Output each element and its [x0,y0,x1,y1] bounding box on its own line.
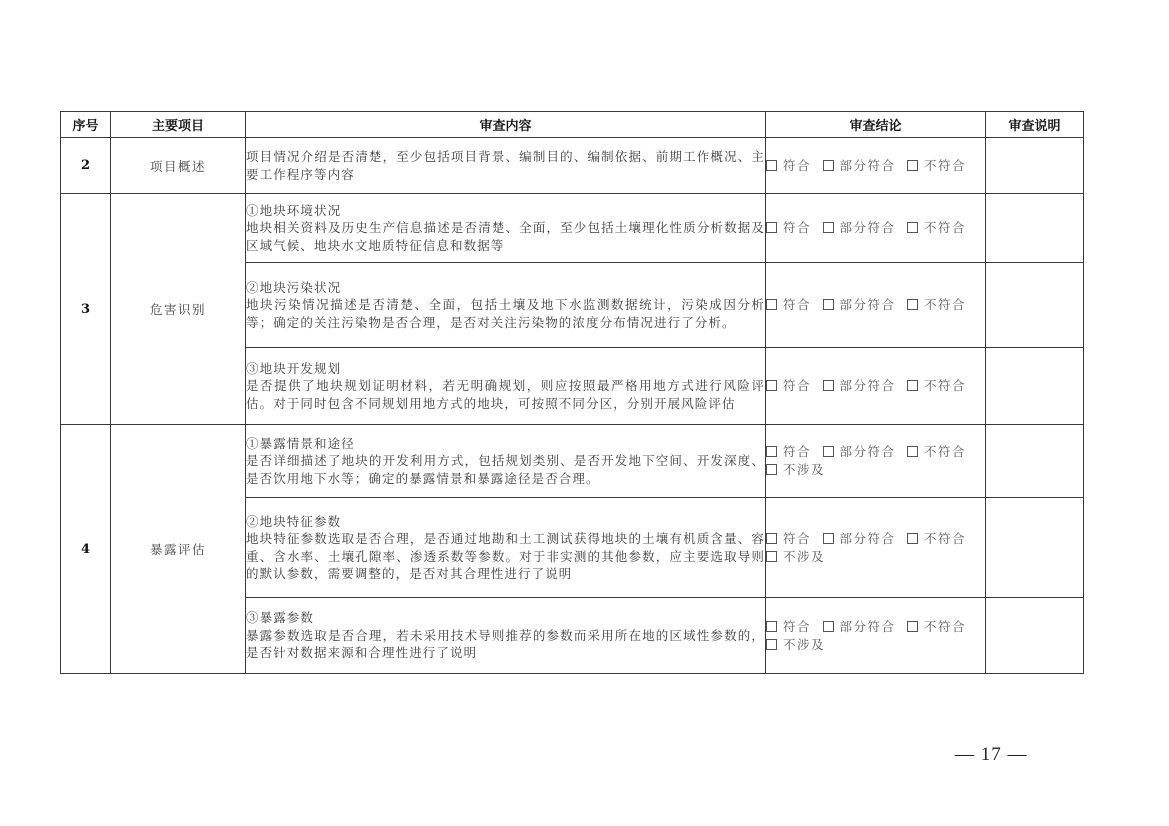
checkbox-icon[interactable] [907,222,918,233]
option-partial[interactable]: 部分符合 [823,444,902,459]
main-item: 暴露评估 [111,425,246,674]
option-noncomply[interactable]: 不符合 [907,619,972,634]
checkbox-icon[interactable] [766,446,777,457]
checkbox-icon[interactable] [766,533,777,544]
row-number: 3 [61,194,111,425]
review-checklist-table [60,111,1084,674]
checkbox-icon[interactable] [907,160,918,171]
checkbox-icon[interactable] [766,299,777,310]
checkbox-icon[interactable] [907,299,918,310]
option-partial[interactable]: 部分符合 [823,619,902,634]
review-conclusion [766,263,986,348]
option-comply[interactable]: 符合 [766,158,817,173]
review-note-cell[interactable] [986,138,1084,194]
review-conclusion [766,348,986,425]
checkbox-icon[interactable] [823,380,834,391]
content-title: ③地块开发规划 [246,360,342,376]
checkbox-icon[interactable] [766,639,777,650]
option-noncomply[interactable]: 不符合 [907,531,972,546]
header-number: 序号 [61,112,111,138]
option-comply[interactable]: 符合 [766,297,817,312]
review-conclusion [766,425,986,498]
content-text: 地块相关资料及历史生产信息描述是否清楚、全面，至少包括土壤理化性质分析数据及区域气候、地块水文地质特征信息和数据等 [246,220,765,253]
header-main-item: 主要项目 [111,112,246,138]
page-number: — 17 — [955,744,1028,765]
checkbox-icon[interactable] [823,160,834,171]
table-row [61,194,1084,263]
review-note-cell[interactable] [986,598,1084,674]
header-review-conclusion: 审查结论 [766,112,986,138]
header-review-content: 审查内容 [246,112,766,138]
content-title: ③暴露参数 [246,610,315,626]
checkbox-icon[interactable] [823,621,834,632]
option-partial[interactable]: 部分符合 [823,158,902,173]
option-not-applicable[interactable]: 不涉及 [766,637,831,652]
review-content [246,498,766,598]
content-text: 暴露参数选取是否合理，若未采用技术导则推荐的参数而采用所在地的区域性参数的，是否针对数据来源和合理性进行了说明 [246,627,765,661]
main-item: 危害识别 [111,194,246,425]
option-comply[interactable]: 符合 [766,220,817,235]
review-content [246,348,766,425]
review-note-cell[interactable] [986,194,1084,263]
content-text: 地块污染情况描述是否清楚、全面，包括土壤及地下水监测数据统计，污染成因分析等；确定的关注污染物是否合理，是否对关注污染物的浓度分布情况进行了分析。 [246,297,765,330]
content-title: ①暴露情景和途径 [246,435,355,451]
checkbox-icon[interactable] [823,222,834,233]
table-row [61,425,1084,498]
checkbox-icon[interactable] [823,533,834,544]
main-item: 项目概述 [111,138,246,194]
review-conclusion [766,194,986,263]
review-content [246,425,766,498]
option-comply[interactable]: 符合 [766,378,817,393]
option-noncomply[interactable]: 不符合 [907,158,972,173]
option-partial[interactable]: 部分符合 [823,531,902,546]
option-partial[interactable]: 部分符合 [823,378,902,393]
option-noncomply[interactable]: 不符合 [907,297,972,312]
checkbox-icon[interactable] [766,551,777,562]
review-conclusion [766,598,986,674]
option-partial[interactable]: 部分符合 [823,297,902,312]
checkbox-icon[interactable] [766,160,777,171]
option-noncomply[interactable]: 不符合 [907,444,972,459]
checkbox-icon[interactable] [907,446,918,457]
review-content [246,598,766,674]
review-conclusion [766,498,986,598]
table-header-row [61,112,1084,138]
content-text: 项目情况介绍是否清楚，至少包括项目背景、编制目的、编制依据、前期工作概况、主要工作程序等内容 [246,149,765,182]
content-text: 地块特征参数选取是否合理，是否通过地勘和土工测试获得地块的土壤有机质含量、容重、含水率、土壤孔隙率、渗透系数等参数。对于非实测的其他参数，应主要选取导则的默认参数，需要调整的，是否对其合理性进行了说明 [246,531,765,581]
option-comply[interactable]: 符合 [766,619,817,634]
review-note-cell[interactable] [986,425,1084,498]
content-text: 是否提供了地块规划证明材料，若无明确规划，则应按照最严格用地方式进行风险评估。对于同时包含不同规划用地方式的地块，可按照不同分区，分别开展风险评估 [246,378,765,411]
header-review-note: 审查说明 [986,112,1084,138]
option-not-applicable[interactable]: 不涉及 [766,549,831,564]
table-row [61,138,1084,194]
review-content [246,263,766,348]
review-note-cell[interactable] [986,498,1084,598]
checkbox-icon[interactable] [766,464,777,475]
checkbox-icon[interactable] [766,621,777,632]
option-noncomply[interactable]: 不符合 [907,220,972,235]
checkbox-icon[interactable] [823,446,834,457]
content-text: 是否详细描述了地块的开发利用方式，包括规划类别、是否开发地下空间、开发深度、是否饮用地下水等；确定的暴露情景和暴露途径是否合理。 [246,453,765,486]
checkbox-icon[interactable] [823,299,834,310]
checkbox-icon[interactable] [907,621,918,632]
option-not-applicable[interactable]: 不涉及 [766,462,831,477]
row-number: 2 [61,138,111,194]
checkbox-icon[interactable] [907,380,918,391]
option-partial[interactable]: 部分符合 [823,220,902,235]
checkbox-icon[interactable] [766,222,777,233]
review-conclusion [766,138,986,194]
option-noncomply[interactable]: 不符合 [907,378,972,393]
checkbox-icon[interactable] [766,380,777,391]
content-title: ①地块环境状况 [246,202,342,218]
checkbox-icon[interactable] [907,533,918,544]
content-title: ②地块特征参数 [246,513,342,529]
review-content [246,194,766,263]
review-note-cell[interactable] [986,263,1084,348]
row-number: 4 [61,425,111,674]
review-content [246,138,766,194]
option-comply[interactable]: 符合 [766,531,817,546]
review-note-cell[interactable] [986,348,1084,425]
content-title: ②地块污染状况 [246,279,342,295]
option-comply[interactable]: 符合 [766,444,817,459]
